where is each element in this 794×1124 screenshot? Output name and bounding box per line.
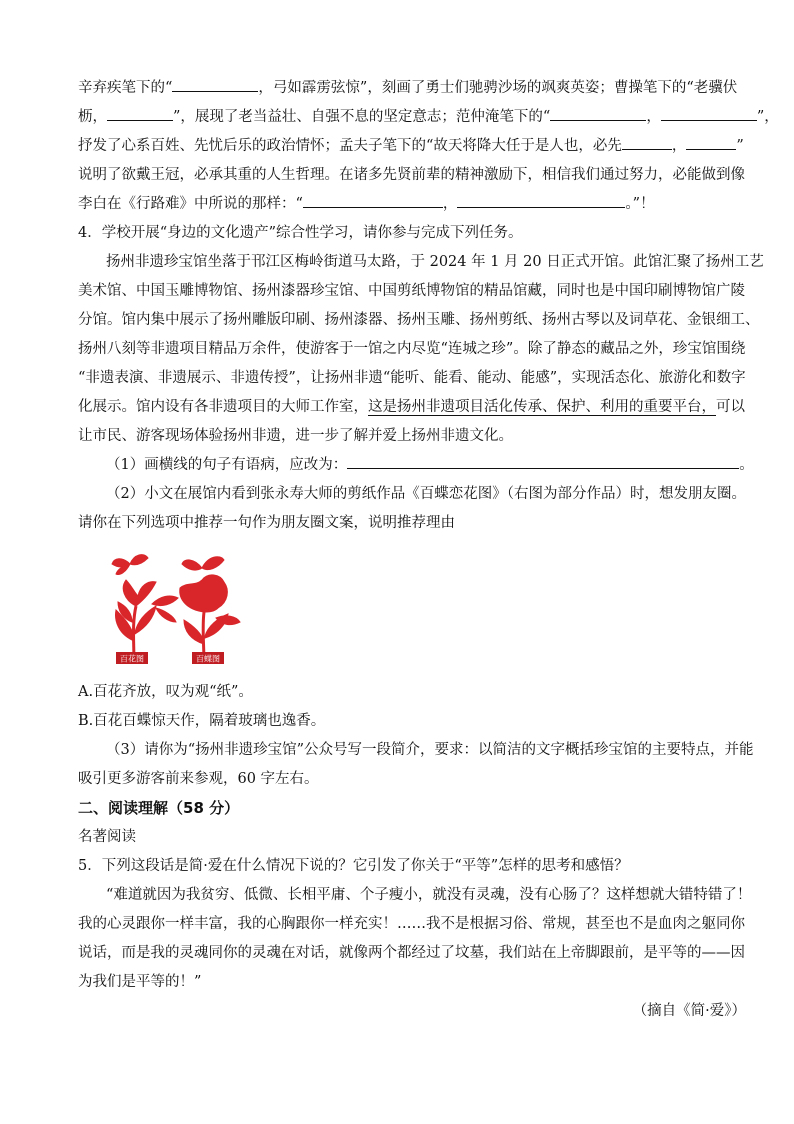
answer-blank[interactable] <box>303 190 443 208</box>
papercut-image <box>104 546 254 670</box>
q4-heading: 4．学校开展“身边的文化遗产”综合性学习，请你参与完成下列任务。 <box>78 225 523 241</box>
option-a: A.百花齐放，叹为观“纸”。 <box>78 684 253 700</box>
answer-blank[interactable] <box>686 132 736 150</box>
q3-line-5: 李白在《行路难》中所说的那样：“ ， 。”！ <box>78 190 746 219</box>
q4-sub2-line-2: 请你在下列选项中推荐一句作为朋友圈文案，说明推荐理由 <box>78 515 455 531</box>
q3-line-1: 辛弃疾笔下的“ ，弓如霹雳弦惊”，刻画了勇士们驰骋沙场的飒爽英姿；曹操笔下的“老骥伏 <box>78 74 746 103</box>
q4-sub1: （1）画横线的句子有语病，应改为： 。 <box>78 451 746 480</box>
q4-paragraph-line: 扬州非遗珍宝馆坐落于邗江区梅岭街道马太路，于 2024 年 1 月 20 日正式开馆。此馆汇聚了扬州工艺 <box>106 254 764 270</box>
q3-line-4: 说明了欲戴王冠，必承其重的人生哲理。在诸多先贤前辈的精神激励下，相信我们通过努力，必能做到像 <box>78 167 745 183</box>
q4-sub2-line-1: （2）小文在展馆内看到张永寿大师的剪纸作品《百蝶恋花图》（右图为部分作品）时，想发朋友圈。 <box>106 486 746 502</box>
answer-blank[interactable] <box>172 74 258 92</box>
answer-blank[interactable] <box>661 103 757 121</box>
q3-line-3: 抒发了心系百姓、先忧后乐的政治情怀；孟夫子笔下的“故天将降大任于是人也，必先 ， ” <box>78 132 746 161</box>
answer-blank[interactable] <box>622 132 672 150</box>
figure-label-left: 百花图 <box>120 654 144 664</box>
answer-blank[interactable] <box>550 103 646 121</box>
q4-paragraph-line: 美术馆、中国玉雕博物馆、扬州漆器珍宝馆、中国剪纸博物馆的精品馆藏，同时也是中国印刷博物馆广陵 <box>78 283 745 299</box>
q3-line-2: 枥， ”，展现了老当益壮、自强不息的坚定意志；范仲淹笔下的“ ， ”， <box>78 103 746 132</box>
section-title: 二、阅读理解（58 分） <box>78 799 240 817</box>
papercut-figure <box>104 546 746 672</box>
answer-blank[interactable] <box>457 190 625 208</box>
figure-label-right: 百蝶图 <box>196 654 220 664</box>
q5-source: （摘自《简·爱》） <box>632 1003 746 1019</box>
q4-sub3-line-1: （3）请你为“扬州非遗珍宝馆”公众号写一段简介，要求：以简洁的文字概括珍宝馆的主要特点，并能 <box>106 742 754 758</box>
q4-paragraph-line: 让市民、游客现场体验扬州非遗，进一步了解并爱上扬州非遗文化。 <box>78 428 513 444</box>
q4-sub3-line-2: 吸引更多游客前来参观，60 字左右。 <box>78 771 319 787</box>
q5-heading: 5．下列这段话是简·爱在什么情况下说的？它引发了你关于“平等”怎样的思考和感悟？ <box>78 858 629 874</box>
answer-blank[interactable] <box>347 451 739 469</box>
q4-paragraph-line: 分馆。馆内集中展示了扬州雕版印刷、扬州漆器、扬州玉雕、扬州剪纸、扬州古琴以及词草花、金银细工、 <box>78 312 760 328</box>
q5-quote-line: 为我们是平等的！” <box>78 974 202 990</box>
section-subtitle: 名著阅读 <box>78 829 136 845</box>
q5-quote-line: 我的心灵跟你一样丰富，我的心胸跟你一样充实！……我不是根据习俗、常规，甚至也不是血肉之躯同你 <box>78 916 745 932</box>
q4-paragraph-line: 扬州八刻等非遗项目精品万余件，使游客于一馆之内尽览“连城之珍”。除了静态的藏品之外，珍宝馆围绕 <box>78 341 746 357</box>
underlined-sentence: 这是扬州非遗项目活化传承、保护、利用的重要平台， <box>368 399 716 415</box>
answer-blank[interactable] <box>107 103 173 121</box>
q4-paragraph-line: 化展示。馆内设有各非遗项目的大师工作室，这是扬州非遗项目活化传承、保护、利用的重要平台，可以 <box>78 399 745 415</box>
option-b: B.百花百蝶惊天作，隔着玻璃也逸香。 <box>78 713 326 729</box>
q5-quote-line: 说话，而是我的灵魂同你的灵魂在对话，就像两个都经过了坟墓，我们站在上帝脚跟前，是平等的——因 <box>78 945 745 961</box>
q4-paragraph-line: “非遗表演、非遗展示、非遗传授”，让扬州非遗“能听、能看、能动、能感”，实现活态化、旅游化和数字 <box>78 370 746 386</box>
q5-quote-line: “难道就因为我贫穷、低微、长相平庸、个子瘦小，就没有灵魂，没有心肠了？这样想就大错特错了！ <box>106 887 752 903</box>
